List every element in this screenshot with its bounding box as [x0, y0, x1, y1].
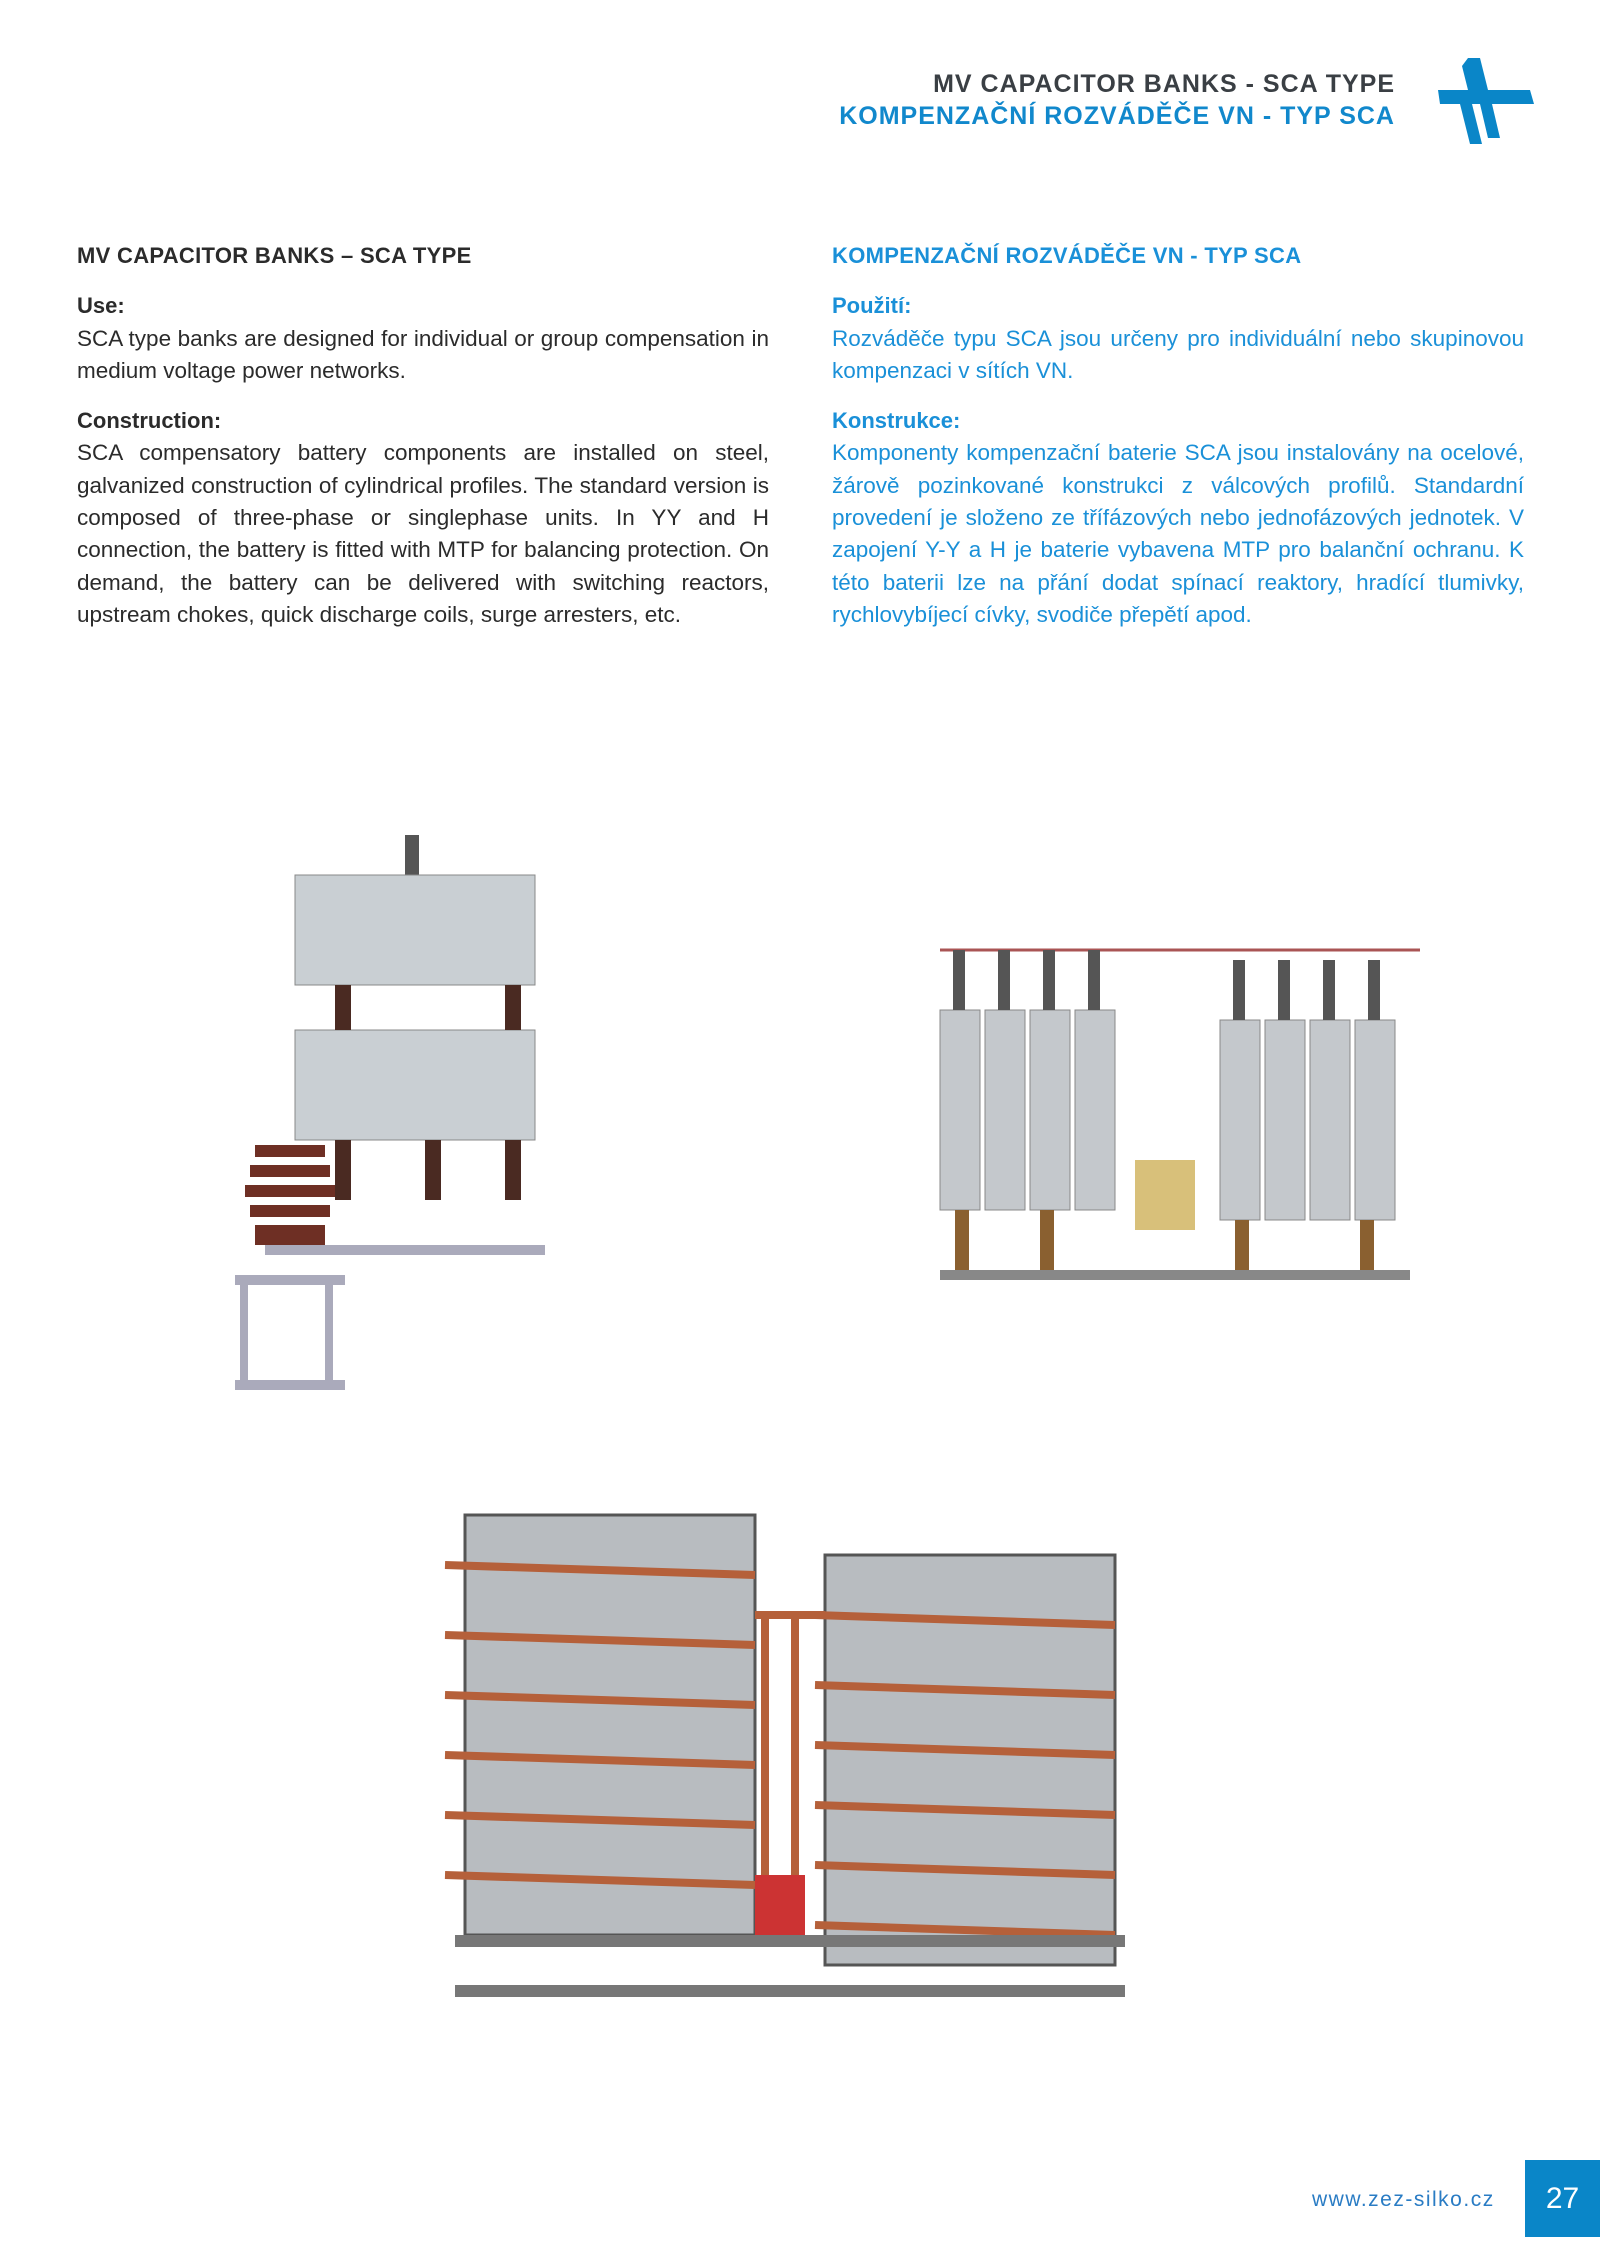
capacitor-bank-image-3 [435, 1495, 1145, 2010]
page-number: 27 [1525, 2160, 1600, 2237]
construction-text: SCA compensatory battery components are installed on steel, galvanized construction of cylindrical profiles. The standard version is composed of three-phase or singlephase units. In YY and H connection, the battery is fitted with MTP for balancing protection. On demand, the battery can be delivered with switching reactors, upstream chokes, quick discharge coils, surge arresters, etc. [77, 440, 769, 627]
construction-label: Construction: [77, 408, 222, 434]
pouziti-text: Rozváděče typu SCA jsou určeny pro individuální nebo skupinovou kompenzaci v sítích VN. [832, 325, 1524, 383]
czech-column [832, 240, 1524, 649]
pouziti-label: Použití: [832, 293, 912, 319]
english-column [77, 240, 769, 649]
website-link[interactable]: www.zez-silko.cz [1312, 2188, 1495, 2211]
header-title-cz: KOMPENZAČNÍ ROZVÁDĚČE VN - TYP SCA [839, 102, 1395, 130]
konstrukce-label: Konstrukce: [832, 408, 961, 434]
czech-heading: KOMPENZAČNÍ ROZVÁDĚČE VN - TYP SCA [832, 243, 1302, 268]
use-label: Use: [77, 293, 125, 319]
company-logo-icon [1438, 58, 1534, 144]
capacitor-bank-image-1 [225, 795, 625, 1420]
capacitor-bank-image-2 [920, 910, 1430, 1330]
page-header [839, 68, 1395, 132]
konstrukce-text: Komponenty kompenzační baterie SCA jsou instalovány na ocelové, žárově pozinkované konstrukci z válcových profilů. Standardní provedení je složeno ze třífázových nebo jednofázových jednotek. V zapojení Y-Y a H je baterie vybavena MTP pro balanční ochranu. K této baterii lze na přání dodat spínací reaktory, hradící tlumivky, rychlovybíjecí cívky, svodiče přepětí apod. [832, 440, 1524, 627]
use-text: SCA type banks are designed for individual or group compensation in medium voltage power networks. [77, 325, 769, 383]
english-heading: MV CAPACITOR BANKS – SCA TYPE [77, 243, 472, 268]
header-title-en: MV CAPACITOR BANKS - SCA TYPE [933, 70, 1395, 98]
